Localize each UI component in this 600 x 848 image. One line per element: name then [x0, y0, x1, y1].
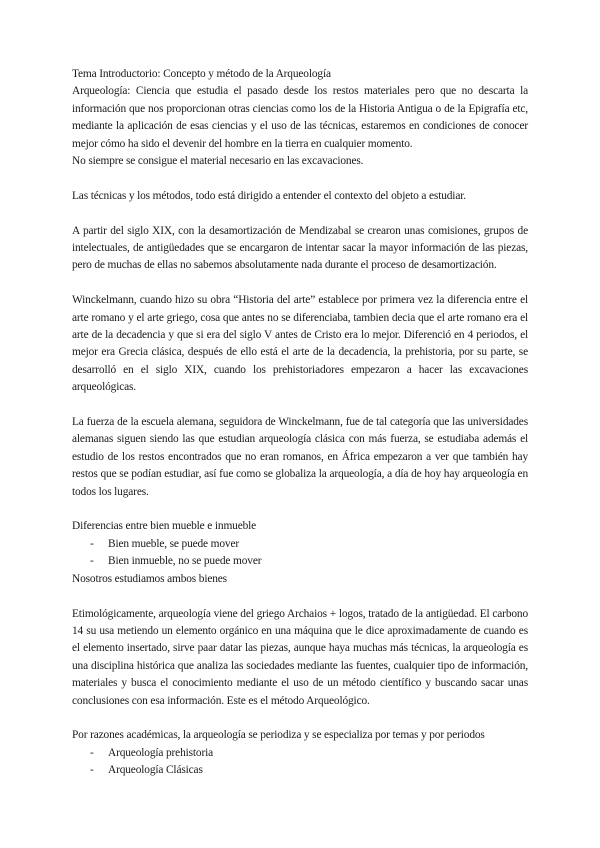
- bullet-dash: -: [90, 537, 94, 550]
- list-item: [72, 536, 528, 553]
- paragraph-techniques: Las técnicas y los métodos, todo está dirigido a entender el contexto del objeto a estudiar.: [72, 189, 466, 202]
- paragraph-bienes-intro: Diferencias entre bien mueble e inmueble: [72, 520, 257, 533]
- document-title: Tema Introductorio: Concepto y método de la Arqueología: [72, 68, 331, 80]
- paragraph-bienes-outro: Nosotros estudiamos ambos bienes: [72, 572, 227, 585]
- bullet-dash: -: [90, 555, 94, 568]
- list-item-text: Arqueología Clásicas: [108, 764, 203, 777]
- paragraph-siglo-xix: A partir del siglo XIX, con la desamortización de Mendizabal se crearon unas comisiones, grupos de intelectuales, de antigüedades que se encargaron de intentar sacar la mayor información de las piezas, pero de muchas de ellas no sabemos absolutamente nada durante el proceso de desamortización.: [72, 224, 528, 272]
- paragraph-material: No siempre se consigue el material necesario en las excavaciones.: [72, 155, 364, 168]
- paragraph-winckelmann: Winckelmann, cuando hizo su obra “Historia del arte” establece por primera vez la diferencia entre el arte romano y el arte griego, cosa que antes no se diferenciaba, tambien decia que el arte romano era el arte de la decadencia y que si era del siglo V antes de Cristo era lo mejor. Diferenció en 4 periodos, el mejor era Grecia clásica, después de ello está el arte de la decadencia, la prehistoria, por su parte, se desarrolló en el siglo XIX, cuando los prehistoriadores empezaron a hacer las excavaciones arqueológicas.: [72, 294, 528, 394]
- list-item-text: Bien inmueble, no se puede mover: [108, 555, 262, 568]
- list-item: [72, 762, 528, 779]
- paragraph-gap: [72, 588, 528, 605]
- list-item-text: Bien mueble, se puede mover: [108, 537, 240, 550]
- paragraph-gap: [72, 170, 528, 187]
- paragraph-gap: [72, 501, 528, 518]
- paragraph-escuela-alemana: La fuerza de la escuela alemana, seguidora de Winckelmann, fue de tal categoría que las universidades alemanas siguen siendo las que estudian arqueología clásica con más fuerza, se estudiaba además el estudio de los restos encontrados que no eran romanos, en África empezaron a ver que también hay restos que se podían estudiar, así fue como se globaliza la arqueología, a día de hoy hay arqueología en todos los lugares.: [72, 416, 528, 498]
- paragraph-periodizacion-intro: Por razones académicas, la arqueología se periodiza y se especializa por temas y por periodos: [72, 729, 485, 742]
- paragraph-gap: [72, 275, 528, 292]
- bienes-list: [72, 536, 528, 571]
- paragraph-gap: [72, 710, 528, 727]
- document-page: [72, 66, 528, 780]
- list-item: [72, 745, 528, 762]
- bullet-dash: -: [90, 746, 94, 759]
- bullet-dash: -: [90, 764, 94, 777]
- periodizacion-list: [72, 745, 528, 780]
- paragraph-gap: [72, 205, 528, 222]
- paragraph-definition: Arqueología: Ciencia que estudia el pasado desde los restos materiales pero que no descarta la información que nos proporcionan otras ciencias como los de la Historia Antigua o de la Epigrafía etc, mediante la aplicación de esas ciencias y el uso de las técnicas, estaremos en condiciones de conocer mejor cómo ha sido el devenir del hombre en la tierra en cualquier momento.: [72, 85, 528, 150]
- list-item: [72, 553, 528, 570]
- list-item-text: Arqueología prehistoria: [108, 746, 214, 759]
- paragraph-gap: [72, 397, 528, 414]
- paragraph-etimologia: Etimológicamente, arqueología viene del griego Archaios + logos, tratado de la antigüedad. El carbono 14 su usa metiendo un elemento orgánico en una máquina que le dice aproximadamente de cuando es el elemento insertado, sirve paar datar las piezas, aunque haya muchas más técnicas, la arqueología es una disciplina histórica que analiza las sociedades mediante las fuentes, cualquier tipo de información, materiales y busca el conocimiento mediante el uso de un método científico y buscando sacar unas conclusiones con esa información. Este es el método Arqueológico.: [72, 607, 528, 707]
